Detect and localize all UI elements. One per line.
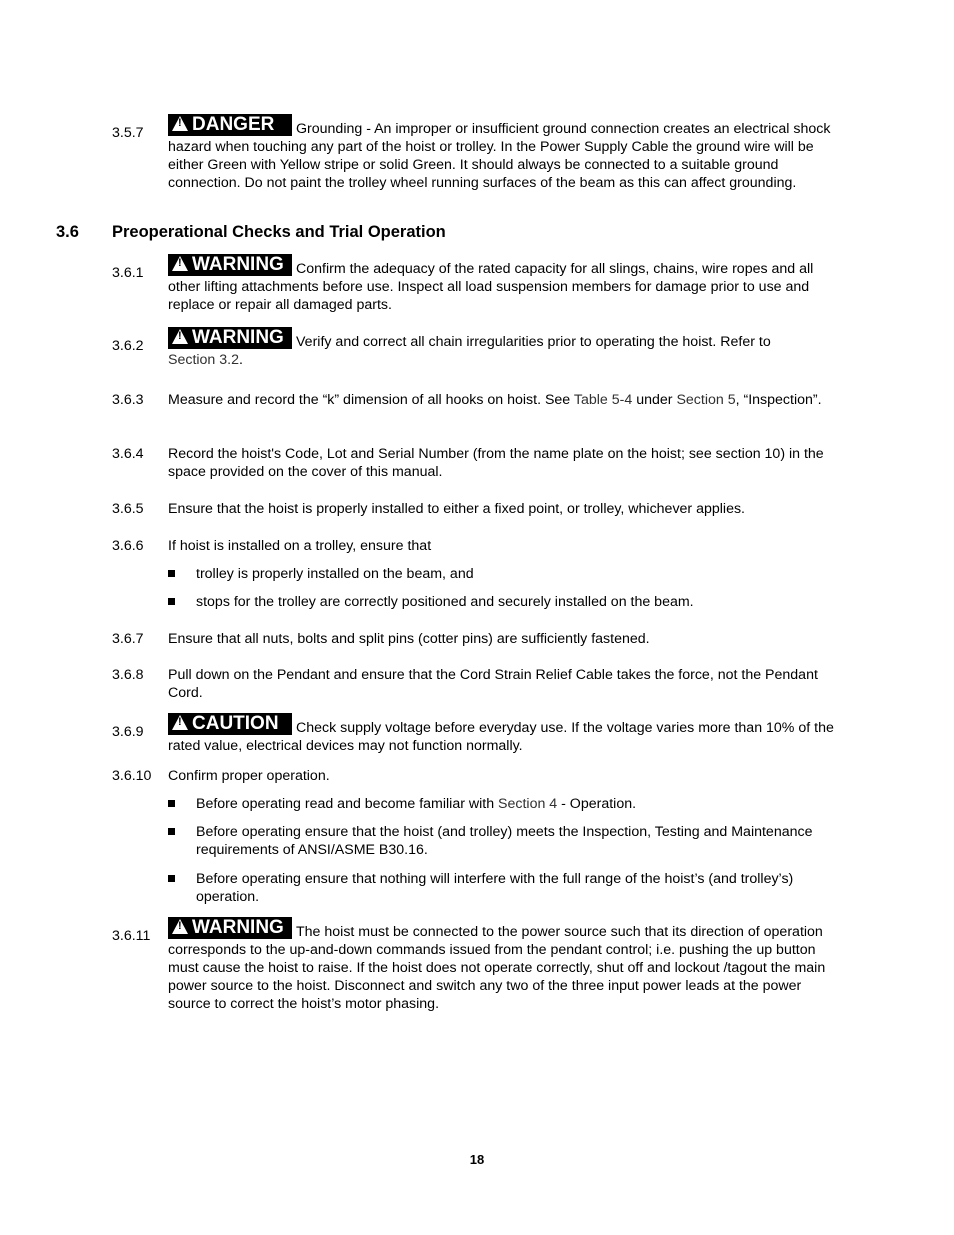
item-number: 3.5.7 [112, 125, 144, 141]
item-number: 3.6.5 [112, 501, 144, 517]
section-link[interactable]: Section 3.2 [168, 352, 239, 368]
bullet-text: Before operating ensure that the hoist (and trolley) meets the Inspection, Testing and Maintenance requirements of ANSI/ASME B30.16. [196, 824, 813, 858]
item-text: Ensure that the hoist is properly installed to either a fixed point, or trolley, whichever applies. [168, 501, 745, 517]
item-text: Confirm the adequacy of the rated capacity for all slings, chains, wire ropes and all other lifting attachments before use. Inspect all load suspension members for damage prior to use and replace or repair all damaged parts. [168, 261, 814, 313]
bullet-item [168, 870, 848, 906]
item-number: 3.6.2 [112, 338, 144, 354]
item-3-6-9 [112, 713, 847, 755]
bullet-square-icon [168, 570, 175, 577]
item-text: Measure and record the “k” dimension of all hooks on hoist. See [168, 392, 574, 408]
item-text: Record the hoist's Code, Lot and Serial Number (from the name plate on the hoist; see section 10) in the space provided on the cover of this manual. [168, 446, 824, 480]
item-3-6-4 [112, 445, 847, 481]
item-3-6-8 [112, 666, 847, 702]
item-text: Check supply voltage before everyday use. If the voltage varies more than 10% of the rated value, electrical devices may not function normally. [168, 720, 834, 754]
warning-signal-label: ! WARNING [168, 917, 292, 939]
warning-triangle-icon [172, 256, 188, 271]
bullet-item [168, 823, 848, 859]
item-number: 3.6.11 [112, 928, 151, 944]
warning-signal-label: ! WARNING [168, 327, 292, 349]
bullet-text: Before operating read and become familiar with [196, 796, 499, 812]
bullet-text: stops for the trolley are correctly positioned and securely installed on the beam. [196, 594, 694, 610]
bullet-square-icon [168, 828, 175, 835]
caution-signal-label: ! CAUTION [168, 713, 292, 735]
warning-signal-label: ! WARNING [168, 254, 292, 276]
bullet-text: trolley is properly installed on the beam, and [196, 566, 474, 582]
item-3-6-11 [112, 917, 847, 1013]
item-text: Pull down on the Pendant and ensure that the Cord Strain Relief Cable takes the force, not the Pendant Cord. [168, 667, 818, 701]
danger-signal-label: ! DANGER [168, 114, 292, 136]
bullet-item [168, 593, 848, 611]
item-text: Grounding - An improper or insufficient ground connection creates an electrical shock hazard when touching any part of the hoist or trolley. In the Power Supply Cable the ground wire will be either Green with Yellow stripe or solid Green. It should always be connected to a suitable ground connection. Do not paint the trolley wheel running surfaces of the beam as this can affect grounding. [168, 121, 831, 191]
item-number: 3.6.8 [112, 667, 144, 683]
item-number: 3.6.1 [112, 265, 144, 281]
item-3-6-2 [112, 327, 847, 369]
item-text-tail: . [239, 352, 243, 368]
section-heading [56, 222, 446, 242]
warning-triangle-icon [172, 919, 188, 934]
bullet-item [168, 795, 848, 813]
item-number: 3.6.6 [112, 538, 144, 554]
item-number: 3.6.3 [112, 392, 144, 408]
item-3-6-3 [112, 391, 847, 409]
item-text: Ensure that all nuts, bolts and split pins (cotter pins) are sufficiently fastened. [168, 631, 650, 647]
item-text: The hoist must be connected to the power source such that its direction of operation corresponds to the up-and-down commands issued from the pendant control; i.e. pushing the up button must cause the hoist to raise. If the hoist does not operate correctly, shut off and lockout /tagout the main power source to the hoist. Disconnect and switch any two of the three input power leads at the power source to correct the hoist’s motor phasing. [168, 924, 826, 1012]
section-link[interactable]: Section 4 [498, 796, 558, 812]
item-text: Confirm proper operation. [168, 768, 330, 784]
item-text: , “Inspection”. [735, 392, 822, 408]
section-title: Preoperational Checks and Trial Operation [112, 223, 446, 241]
section-link[interactable]: Section 5 [676, 392, 736, 408]
page-number: 18 [469, 1152, 485, 1167]
item-number: 3.6.9 [112, 724, 144, 740]
bullet-square-icon [168, 875, 175, 882]
bullet-square-icon [168, 598, 175, 605]
bullet-square-icon [168, 800, 175, 807]
section-number: 3.6 [56, 223, 79, 241]
warning-triangle-icon [172, 715, 188, 730]
bullet-text: - Operation. [557, 796, 637, 812]
item-number: 3.6.7 [112, 631, 144, 647]
item-3-6-6 [112, 537, 847, 555]
item-text: Verify and correct all chain irregularities prior to operating the hoist. Refer to [296, 334, 771, 350]
item-3-6-5 [112, 500, 847, 518]
item-3-6-10 [112, 767, 847, 785]
bullet-text: Before operating ensure that nothing will interfere with the full range of the hoist’s (and trolley’s) operation. [196, 871, 794, 905]
bullet-item [168, 565, 848, 583]
table-link[interactable]: Table 5-4 [573, 392, 633, 408]
item-number: 3.6.4 [112, 446, 144, 462]
warning-triangle-icon [172, 116, 188, 131]
warning-triangle-icon [172, 329, 188, 344]
item-3-5-7 [112, 114, 847, 192]
item-3-6-1 [112, 254, 847, 314]
item-3-6-7 [112, 630, 847, 648]
item-text: If hoist is installed on a trolley, ensure that [168, 538, 432, 554]
item-text: under [632, 392, 677, 408]
item-number: 3.6.10 [112, 768, 152, 784]
